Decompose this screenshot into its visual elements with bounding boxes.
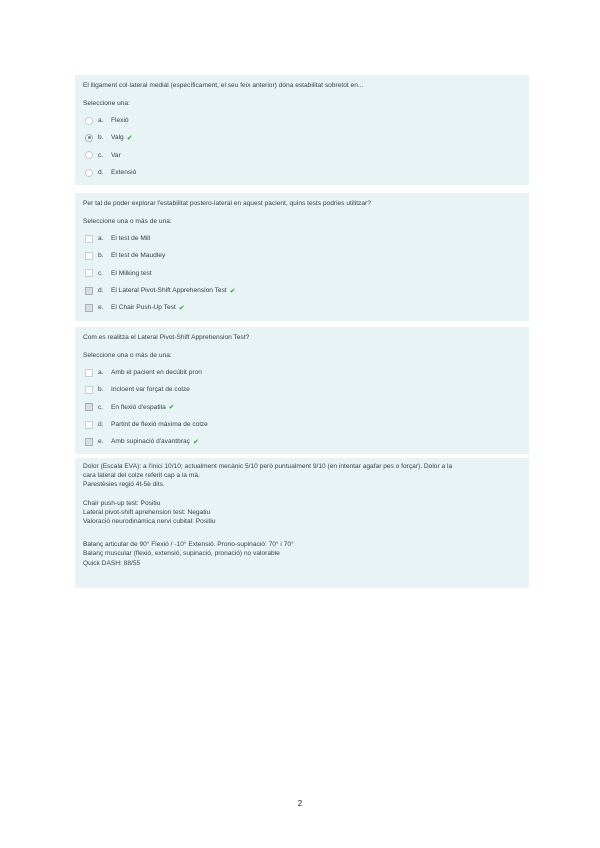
option-letter: a.: [98, 117, 104, 125]
note-line: Lateral pivot-shift aprehension test: Negatiu: [83, 508, 211, 516]
option-letter: c.: [98, 151, 104, 159]
note-line: Chair push-up test: Positiu: [83, 499, 161, 507]
option-a[interactable]: [83, 230, 521, 247]
note-line: Quick DASH: 88/55: [83, 559, 141, 567]
question-text: El lligament col·lateral medial (específicament, el seu feix anterior) dóna estabilitat sobretot en...: [83, 82, 364, 89]
question-2-panel: [75, 193, 529, 321]
clinical-notes-panel: [75, 458, 529, 588]
option-letter: d.: [98, 287, 104, 295]
option-label: Partint de flexió màxima de colze: [111, 421, 208, 429]
option-letter: a.: [98, 235, 104, 243]
option-label: El Lateral Pivot-Shift Apprehension Test: [111, 287, 227, 295]
checkmark-icon: ✔: [192, 438, 199, 446]
radio-button[interactable]: [85, 117, 93, 125]
radio-button[interactable]: [85, 151, 93, 159]
answer-prompt: Seleccione una:: [83, 100, 130, 107]
option-label: El test de Maudley: [111, 252, 166, 260]
option-c[interactable]: [83, 399, 521, 416]
page-number: 2: [297, 799, 303, 808]
option-label: Extensió: [111, 169, 137, 177]
radio-button-selected[interactable]: [85, 134, 93, 142]
answer-prompt: Seleccione una o más de una:: [83, 218, 172, 225]
checkbox[interactable]: [85, 369, 93, 377]
option-a[interactable]: [83, 364, 521, 381]
note-line: Dolor (Escala EVA): a l'inici 10/10; actualment mecànic 5/10 però puntualment 9/10 (en intentar agafar pes o forçar). Dolor a la: [83, 463, 453, 470]
option-letter: d.: [98, 169, 104, 177]
option-label: El Chair Push-Up Test: [111, 304, 176, 312]
radio-button[interactable]: [85, 169, 93, 177]
option-label: Var: [111, 151, 121, 159]
option-letter: b.: [98, 386, 104, 394]
option-label: Valg: [111, 134, 124, 142]
checkmark-icon: ✔: [126, 134, 133, 142]
option-label: Incloent var forçat de colze: [111, 386, 190, 394]
checkmark-icon: ✔: [168, 404, 175, 412]
checkbox[interactable]: [85, 421, 93, 429]
note-line: Parestèsies regió 4t-5è dits.: [83, 481, 165, 489]
checkbox-checked[interactable]: [85, 438, 93, 446]
option-e[interactable]: [83, 299, 521, 316]
option-b[interactable]: [83, 381, 521, 398]
option-letter: a.: [98, 369, 104, 377]
option-letter: e.: [98, 438, 104, 446]
question-text: Per tal de poder explorar l'estabilitat postero-lateral en aquest pacient, quins tests podries utilitzar?: [83, 200, 371, 207]
answer-prompt: Seleccione una o más de una:: [83, 352, 172, 359]
question-text: Com es realitza el Lateral Pivot-Shift Apprehension Test?: [83, 334, 250, 341]
option-label: Flexió: [111, 117, 129, 125]
option-d[interactable]: [83, 416, 521, 433]
checkbox[interactable]: [85, 252, 93, 260]
checkbox[interactable]: [85, 269, 93, 277]
option-letter: b.: [98, 252, 104, 260]
question-3-panel: [75, 327, 529, 454]
note-line: Valoració neurodinàmica nervi cubital: Positiu: [83, 518, 216, 526]
question-1-panel: [75, 75, 529, 185]
option-letter: d.: [98, 421, 104, 429]
option-d[interactable]: [83, 282, 521, 299]
option-c[interactable]: [83, 265, 521, 282]
option-letter: e.: [98, 304, 104, 312]
checkmark-icon: ✔: [229, 287, 236, 295]
option-label: En flexió d'espatlla: [111, 403, 166, 411]
checkbox-checked[interactable]: [85, 287, 93, 295]
checkbox-checked[interactable]: [85, 403, 93, 411]
note-line: Balanç articular de 90° Flexió / -10° Extensió. Prono-supinació: 70° i 70°: [83, 541, 294, 549]
note-line: Balanç muscular (flexió, extensió, supinació, pronació) no valorable: [83, 550, 280, 558]
option-letter: c.: [98, 403, 104, 411]
option-c[interactable]: [83, 147, 521, 164]
option-label: Amb supinació d'avantbraç: [111, 438, 190, 446]
option-letter: c.: [98, 269, 104, 277]
option-letter: b.: [98, 134, 104, 142]
checkbox-checked[interactable]: [85, 304, 93, 312]
option-b[interactable]: [83, 129, 521, 146]
option-e[interactable]: [83, 433, 521, 450]
note-line: cara lateral del colze referit cap a la mà.: [83, 472, 200, 480]
option-a[interactable]: [83, 112, 521, 129]
checkbox[interactable]: [85, 386, 93, 394]
option-label: Amb el pacient en decúbit pron: [111, 369, 202, 377]
option-label: El Milking test: [111, 269, 152, 277]
option-label: El test de Mill: [111, 235, 151, 243]
option-d[interactable]: [83, 164, 521, 181]
option-b[interactable]: [83, 247, 521, 264]
checkbox[interactable]: [85, 235, 93, 243]
checkmark-icon: ✔: [178, 304, 185, 312]
